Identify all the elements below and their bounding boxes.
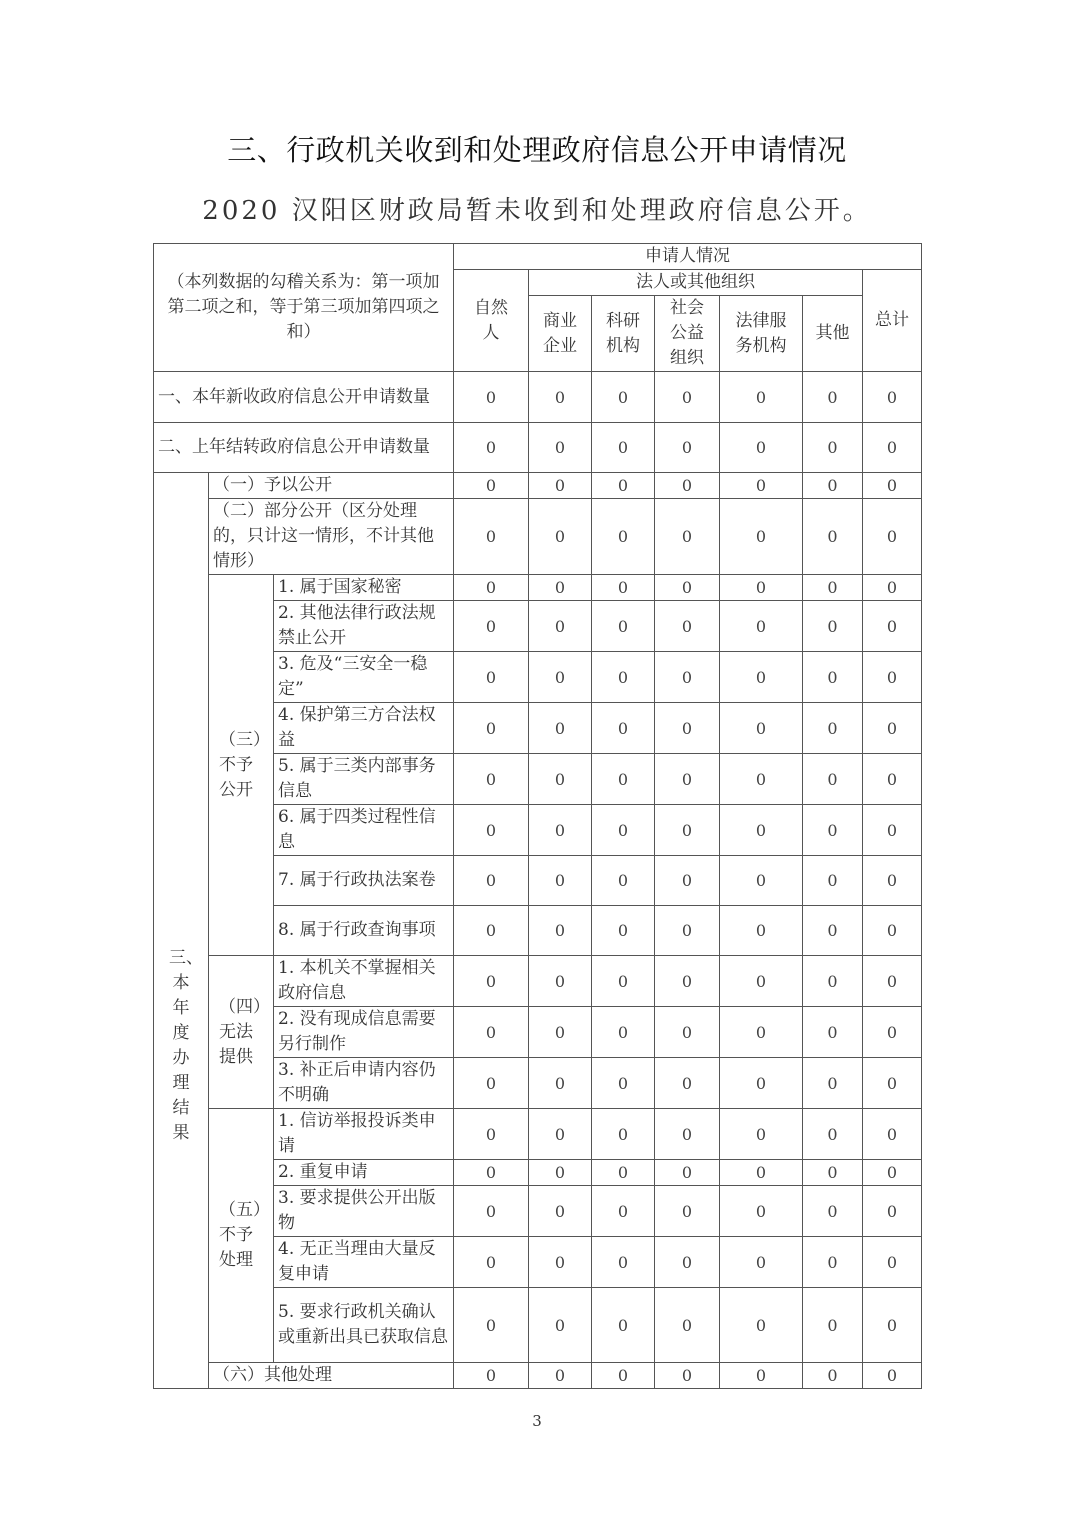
value-cell: 0 xyxy=(720,1058,803,1109)
value-cell: 0 xyxy=(720,601,803,652)
value-cell: 0 xyxy=(803,601,863,652)
value-cell: 0 xyxy=(655,601,720,652)
value-cell: 0 xyxy=(803,473,863,499)
value-cell: 0 xyxy=(803,906,863,956)
header-legal-service: 法律服务机构 xyxy=(720,296,803,372)
item-label: 4. 无正当理由大量反复申请 xyxy=(274,1237,454,1288)
row-label-other: （六）其他处理 xyxy=(209,1363,454,1389)
summary-statement: 2020 汉阳区财政局暂未收到和处理政府信息公开。 xyxy=(202,196,872,226)
value-cell: 0 xyxy=(592,1007,655,1058)
value-cell: 0 xyxy=(592,1160,655,1186)
value-cell: 0 xyxy=(720,1288,803,1363)
value-cell: 0 xyxy=(655,473,720,499)
value-cell: 0 xyxy=(655,1186,720,1237)
header-research: 科研机构 xyxy=(592,296,655,372)
value-cell: 0 xyxy=(803,1160,863,1186)
table-row xyxy=(154,575,922,601)
value-cell: 0 xyxy=(592,906,655,956)
value-cell: 0 xyxy=(863,1186,922,1237)
disclosure-request-table xyxy=(153,243,922,1389)
value-cell: 0 xyxy=(529,1007,592,1058)
value-cell: 0 xyxy=(529,856,592,906)
value-cell: 0 xyxy=(592,856,655,906)
results-group-label: 三、本年度办理结果 xyxy=(154,473,209,1389)
value-cell: 0 xyxy=(655,423,720,473)
value-cell: 0 xyxy=(720,1363,803,1389)
value-cell: 0 xyxy=(720,906,803,956)
value-cell: 0 xyxy=(720,856,803,906)
value-cell: 0 xyxy=(655,906,720,956)
value-cell: 0 xyxy=(454,473,529,499)
value-cell: 0 xyxy=(655,575,720,601)
value-cell: 0 xyxy=(803,499,863,575)
value-cell: 0 xyxy=(592,1288,655,1363)
value-cell: 0 xyxy=(454,652,529,703)
value-cell: 0 xyxy=(863,1109,922,1160)
header-business: 商业企业 xyxy=(529,296,592,372)
value-cell: 0 xyxy=(529,805,592,856)
item-label: 2. 没有现成信息需要另行制作 xyxy=(274,1007,454,1058)
value-cell: 0 xyxy=(655,1288,720,1363)
value-cell: 0 xyxy=(863,652,922,703)
value-cell: 0 xyxy=(529,1160,592,1186)
value-cell: 0 xyxy=(803,1363,863,1389)
value-cell: 0 xyxy=(720,956,803,1007)
table-row xyxy=(154,1109,922,1160)
value-cell: 0 xyxy=(529,372,592,423)
value-cell: 0 xyxy=(655,372,720,423)
value-cell: 0 xyxy=(529,499,592,575)
row-label-partial: （二）部分公开（区分处理的，只计这一情形，不计其他情形） xyxy=(209,499,454,575)
value-cell: 0 xyxy=(529,1237,592,1288)
value-cell: 0 xyxy=(454,956,529,1007)
item-label: 3. 危及“三安全一稳定” xyxy=(274,652,454,703)
value-cell: 0 xyxy=(803,423,863,473)
value-cell: 0 xyxy=(529,652,592,703)
value-cell: 0 xyxy=(863,423,922,473)
value-cell: 0 xyxy=(863,1007,922,1058)
value-cell: 0 xyxy=(863,1058,922,1109)
value-cell: 0 xyxy=(803,754,863,805)
table-row xyxy=(154,473,922,499)
value-cell: 0 xyxy=(655,754,720,805)
value-cell: 0 xyxy=(592,601,655,652)
value-cell: 0 xyxy=(454,703,529,754)
value-cell: 0 xyxy=(720,754,803,805)
value-cell: 0 xyxy=(454,423,529,473)
table-row xyxy=(154,423,922,473)
value-cell: 0 xyxy=(863,601,922,652)
value-cell: 0 xyxy=(592,1109,655,1160)
item-label: 8. 属于行政查询事项 xyxy=(274,906,454,956)
value-cell: 0 xyxy=(863,1237,922,1288)
item-label: 2. 重复申请 xyxy=(274,1160,454,1186)
value-cell: 0 xyxy=(863,1363,922,1389)
value-cell: 0 xyxy=(655,805,720,856)
value-cell: 0 xyxy=(655,1237,720,1288)
header-total: 总计 xyxy=(863,270,922,372)
value-cell: 0 xyxy=(529,703,592,754)
value-cell: 0 xyxy=(454,1007,529,1058)
value-cell: 0 xyxy=(592,1363,655,1389)
value-cell: 0 xyxy=(720,423,803,473)
value-cell: 0 xyxy=(803,372,863,423)
item-label: 1. 本机关不掌握相关政府信息 xyxy=(274,956,454,1007)
section-heading: 三、行政机关收到和处理政府信息公开申请情况 xyxy=(227,133,847,167)
value-cell: 0 xyxy=(720,1237,803,1288)
value-cell: 0 xyxy=(592,473,655,499)
value-cell: 0 xyxy=(529,1109,592,1160)
value-cell: 0 xyxy=(454,601,529,652)
value-cell: 0 xyxy=(529,601,592,652)
value-cell: 0 xyxy=(454,754,529,805)
item-label: 1. 属于国家秘密 xyxy=(274,575,454,601)
value-cell: 0 xyxy=(655,652,720,703)
item-label: 4. 保护第三方合法权益 xyxy=(274,703,454,754)
table-row xyxy=(154,372,922,423)
header-natural-person: 自然人 xyxy=(454,270,529,372)
value-cell: 0 xyxy=(454,856,529,906)
item-label: 6. 属于四类过程性信息 xyxy=(274,805,454,856)
table-row xyxy=(154,956,922,1007)
value-cell: 0 xyxy=(720,1109,803,1160)
value-cell: 0 xyxy=(803,1186,863,1237)
value-cell: 0 xyxy=(863,499,922,575)
value-cell: 0 xyxy=(803,956,863,1007)
value-cell: 0 xyxy=(592,499,655,575)
value-cell: 0 xyxy=(655,1363,720,1389)
page-number: 3 xyxy=(532,1412,542,1430)
group-label-unable: （四）无法提供 xyxy=(209,956,274,1109)
value-cell: 0 xyxy=(863,372,922,423)
value-cell: 0 xyxy=(803,1109,863,1160)
item-label: 5. 要求行政机关确认或重新出具已获取信息 xyxy=(274,1288,454,1363)
value-cell: 0 xyxy=(803,1058,863,1109)
item-label: 1. 信访举报投诉类申请 xyxy=(274,1109,454,1160)
table-row xyxy=(154,1363,922,1389)
value-cell: 0 xyxy=(863,473,922,499)
value-cell: 0 xyxy=(720,1007,803,1058)
value-cell: 0 xyxy=(529,423,592,473)
value-cell: 0 xyxy=(863,906,922,956)
value-cell: 0 xyxy=(720,1186,803,1237)
value-cell: 0 xyxy=(863,703,922,754)
value-cell: 0 xyxy=(529,1363,592,1389)
value-cell: 0 xyxy=(454,1288,529,1363)
value-cell: 0 xyxy=(529,956,592,1007)
value-cell: 0 xyxy=(529,1186,592,1237)
value-cell: 0 xyxy=(529,754,592,805)
value-cell: 0 xyxy=(592,1058,655,1109)
value-cell: 0 xyxy=(454,1058,529,1109)
item-label: 3. 要求提供公开出版物 xyxy=(274,1186,454,1237)
value-cell: 0 xyxy=(720,499,803,575)
value-cell: 0 xyxy=(529,575,592,601)
value-cell: 0 xyxy=(863,754,922,805)
value-cell: 0 xyxy=(655,703,720,754)
value-cell: 0 xyxy=(454,372,529,423)
corner-note: （本列数据的勾稽关系为：第一项加第二项之和，等于第三项加第四项之和） xyxy=(154,244,454,372)
value-cell: 0 xyxy=(592,956,655,1007)
value-cell: 0 xyxy=(454,499,529,575)
value-cell: 0 xyxy=(454,575,529,601)
value-cell: 0 xyxy=(720,703,803,754)
header-public-welfare: 社会公益组织 xyxy=(655,296,720,372)
value-cell: 0 xyxy=(592,652,655,703)
value-cell: 0 xyxy=(863,856,922,906)
value-cell: 0 xyxy=(592,703,655,754)
value-cell: 0 xyxy=(592,372,655,423)
header-other: 其他 xyxy=(803,296,863,372)
value-cell: 0 xyxy=(529,473,592,499)
value-cell: 0 xyxy=(803,1237,863,1288)
value-cell: 0 xyxy=(720,473,803,499)
value-cell: 0 xyxy=(529,906,592,956)
row-label-new-requests: 一、本年新收政府信息公开申请数量 xyxy=(154,372,454,423)
value-cell: 0 xyxy=(803,703,863,754)
header-legal-org: 法人或其他组织 xyxy=(529,270,863,296)
value-cell: 0 xyxy=(655,1160,720,1186)
value-cell: 0 xyxy=(720,652,803,703)
header-applicant: 申请人情况 xyxy=(454,244,922,270)
value-cell: 0 xyxy=(592,423,655,473)
value-cell: 0 xyxy=(863,956,922,1007)
value-cell: 0 xyxy=(454,1363,529,1389)
value-cell: 0 xyxy=(454,1186,529,1237)
value-cell: 0 xyxy=(655,1109,720,1160)
value-cell: 0 xyxy=(655,1007,720,1058)
value-cell: 0 xyxy=(803,575,863,601)
item-label: 2. 其他法律行政法规禁止公开 xyxy=(274,601,454,652)
value-cell: 0 xyxy=(592,805,655,856)
group-label-not-disclosed: （三）不予公开 xyxy=(209,575,274,956)
row-label-carried-over: 二、上年结转政府信息公开申请数量 xyxy=(154,423,454,473)
value-cell: 0 xyxy=(863,1160,922,1186)
item-label: 7. 属于行政执法案卷 xyxy=(274,856,454,906)
value-cell: 0 xyxy=(803,805,863,856)
value-cell: 0 xyxy=(803,856,863,906)
value-cell: 0 xyxy=(454,1160,529,1186)
value-cell: 0 xyxy=(863,1288,922,1363)
value-cell: 0 xyxy=(720,372,803,423)
item-label: 5. 属于三类内部事务信息 xyxy=(274,754,454,805)
item-label: 3. 补正后申请内容仍不明确 xyxy=(274,1058,454,1109)
value-cell: 0 xyxy=(720,1160,803,1186)
value-cell: 0 xyxy=(655,499,720,575)
value-cell: 0 xyxy=(803,1007,863,1058)
value-cell: 0 xyxy=(454,1109,529,1160)
row-label-disclosed: （一）予以公开 xyxy=(209,473,454,499)
value-cell: 0 xyxy=(655,856,720,906)
value-cell: 0 xyxy=(803,1288,863,1363)
value-cell: 0 xyxy=(863,575,922,601)
value-cell: 0 xyxy=(592,754,655,805)
value-cell: 0 xyxy=(655,956,720,1007)
value-cell: 0 xyxy=(863,805,922,856)
table-row xyxy=(154,499,922,575)
value-cell: 0 xyxy=(529,1058,592,1109)
value-cell: 0 xyxy=(592,1237,655,1288)
value-cell: 0 xyxy=(454,906,529,956)
value-cell: 0 xyxy=(454,1237,529,1288)
value-cell: 0 xyxy=(454,805,529,856)
value-cell: 0 xyxy=(720,805,803,856)
value-cell: 0 xyxy=(592,1186,655,1237)
value-cell: 0 xyxy=(720,575,803,601)
value-cell: 0 xyxy=(655,1058,720,1109)
group-label-not-processed: （五）不予处理 xyxy=(209,1109,274,1363)
value-cell: 0 xyxy=(529,1288,592,1363)
value-cell: 0 xyxy=(592,575,655,601)
value-cell: 0 xyxy=(803,652,863,703)
